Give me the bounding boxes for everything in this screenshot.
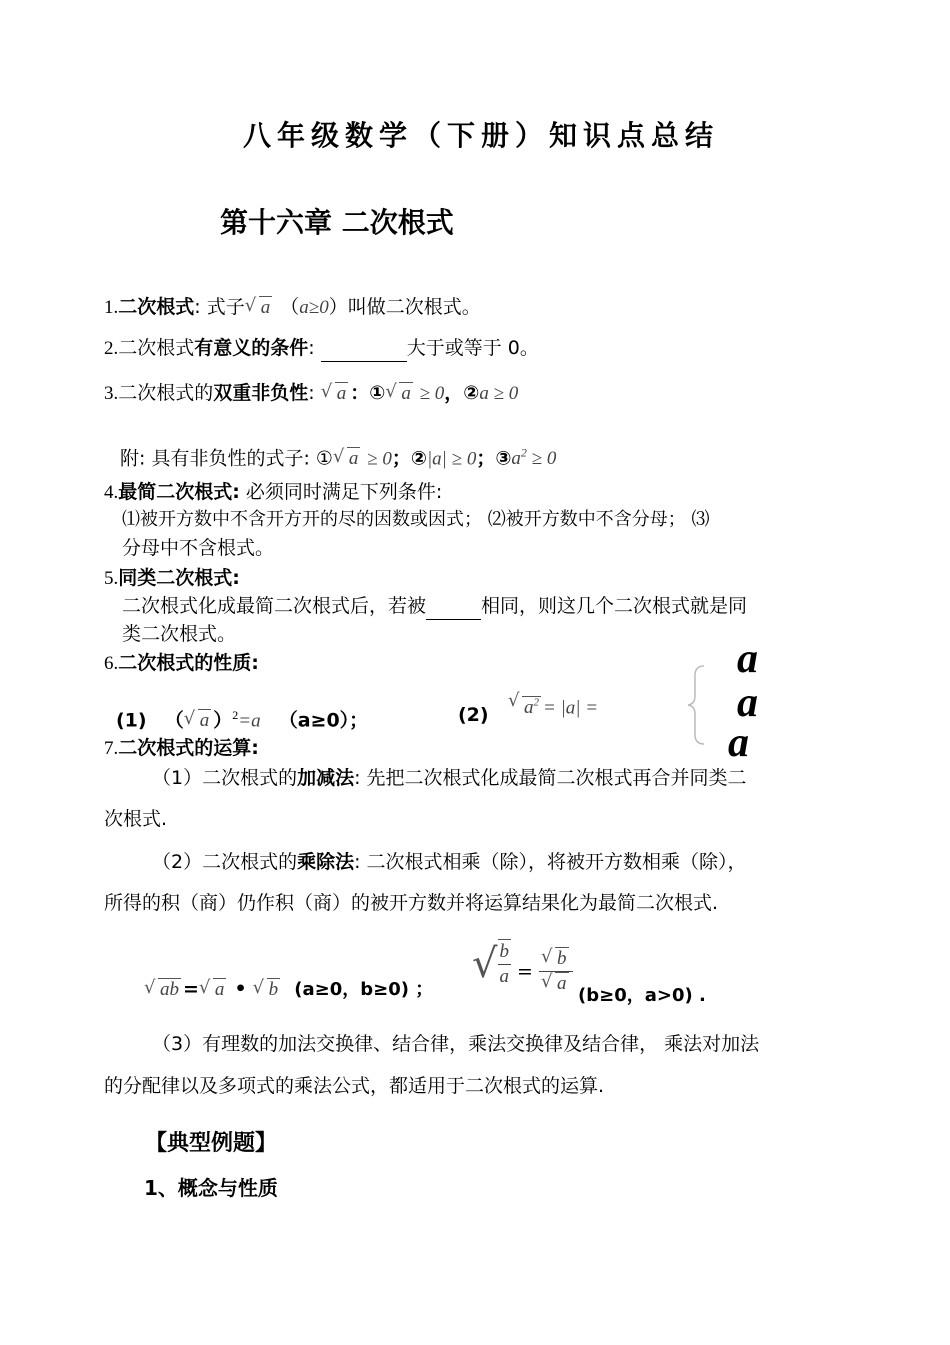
property-1-condition: （a≥0）； (278, 709, 369, 732)
cases-brace (686, 664, 708, 750)
fraction-of-roots: √ b √ a (539, 947, 573, 996)
fill-blank (426, 593, 481, 620)
section-6-term: 二次根式的性质: (118, 652, 259, 674)
quotient-rule-formula: √ $\frac{b}{a}$ = √ b √ a (472, 936, 573, 996)
sqrt-a-expression: √ a (332, 446, 359, 470)
fill-blank (321, 335, 407, 362)
add-subtract-term: 加减法 (297, 767, 355, 789)
property-2: (2) (458, 704, 489, 726)
sqrt-a-squared-expression: √ $a^2$ (508, 690, 539, 719)
section-1-number: 1. (104, 297, 119, 318)
operation-1-cont: 次根式. (104, 808, 168, 830)
sqrt-a-expression: √ a (183, 708, 210, 732)
product-rule-formula: √ ab = √ a • √ b (a≥0，b≥0) ； (144, 976, 433, 1003)
sqrt-b-expression: √ b (252, 977, 279, 1000)
sqrt-a-expression: √ a (198, 977, 225, 1000)
operation-3-cont: 的分配律以及多项式的乘法公式，都适用于二次根式的运算. (104, 1075, 605, 1097)
section-5-body: 二次根式化成最简二次根式后，若被 相同，则这几个二次根式就是同 (122, 593, 747, 620)
sqrt-a-expression: √ a (320, 381, 347, 404)
section-7: 7.二次根式的运算: (104, 737, 259, 759)
a-nonneg-expression: a ≥ 0 (479, 383, 519, 404)
examples-subheading: 1、概念与性质 (144, 1176, 278, 1200)
property-2-formula: √ $a^2 = |a|$ = (508, 690, 598, 721)
operation-3: （3）有理数的加法交换律、结合律，乘法交换律及结合律， 乘法对加法 (152, 1033, 760, 1055)
product-rule-condition: (a≥0，b≥0) ； (294, 979, 434, 1000)
section-4: 4.最简二次根式: 必须同时满足下列条件: (104, 481, 443, 503)
section-5: 5.同类二次根式: (104, 567, 240, 589)
sqrt-ab-expression: √ ab (144, 977, 179, 1000)
operation-1: （1）二次根式的加减法: 先把二次根式化成最简二次根式再合并同类二 (152, 767, 747, 789)
section-4-term: 最简二次根式: (118, 481, 240, 503)
chapter-title: 第十六章 二次根式 (220, 206, 454, 239)
property-1: (1) （ √ a ）$^2$=a （a≥0）； (116, 702, 368, 734)
attachment-note: 附: 具有非负性的式子: ① √ a ≥ 0；②|a| ≥ 0；$③a^2 \ge 0$ (120, 440, 556, 472)
operation-2: （2）二次根式的乘除法: 二次根式相乘（除），将被开方数相乘（除）， (152, 851, 747, 873)
section-3-term: 双重非负性 (213, 382, 309, 404)
section-4-conditions: ⑴被开方数中不含开方开的尽的因数或因式； ⑵被开方数中不含分母； ⑶ (122, 509, 710, 530)
sqrt-fraction-expression: √ $\frac{b}{a}$ (472, 941, 509, 987)
section-2: 2.二次根式有意义的条件: 大于或等于 0。 (104, 335, 539, 362)
section-3: 3.二次根式的双重非负性: √ a ：① √ a ≥ 0，②a ≥ 0 (104, 380, 518, 407)
case-value-1: a (737, 636, 758, 682)
section-2-tail: 大于或等于 0。 (406, 337, 539, 359)
sqrt-a-expression: √ a (385, 381, 411, 404)
section-1-tail: 叫做二次根式。 (347, 296, 481, 318)
operation-2-cont: 所得的积（商）仍作积（商）的被开方数并将运算结果化为最简二次根式. (104, 892, 719, 914)
a-squared-expression: $a^2 \ge 0$ (511, 446, 557, 470)
quotient-rule-condition: (b≥0，a>0) . (578, 985, 706, 1006)
multiply-divide-term: 乘除法 (297, 851, 355, 873)
abs-a-expression: |a| ≥ 0 (426, 448, 477, 470)
section-4-conditions-cont: 分母中不含根式。 (122, 537, 275, 559)
document-title: 八年级数学（下册）知识点总结 (243, 119, 720, 152)
section-1-term: 二次根式 (118, 296, 195, 318)
section-1: 1.二次根式: 式子 √ a （a≥0）叫做二次根式。 (104, 294, 481, 321)
sqrt-a-expression: √ a (244, 295, 271, 318)
section-5-term: 同类二次根式: (118, 567, 240, 589)
condition-a-nonneg: a≥0 (299, 297, 329, 318)
section-7-term: 二次根式的运算: (118, 737, 259, 759)
section-5-body-cont: 类二次根式。 (122, 623, 237, 645)
case-value-3: a (728, 720, 749, 766)
section-2-term: 有意义的条件 (194, 337, 309, 359)
case-value-2: a (737, 680, 758, 726)
section-1-text: : 式子 (194, 296, 245, 318)
examples-heading: 【典型例题】 (145, 1131, 278, 1156)
section-6: 6.二次根式的性质: (104, 652, 259, 674)
